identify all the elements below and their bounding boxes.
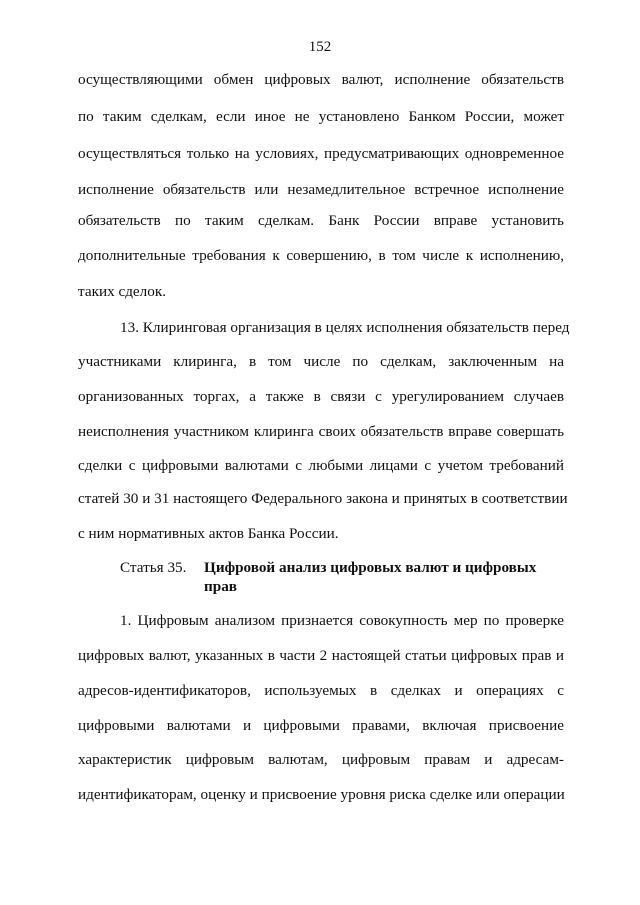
p2-line-3: организованных торгах, а также в связи с урегулированием случаев: [78, 388, 564, 405]
article-label: Статья 35.: [120, 559, 187, 576]
p2-line-5: сделки с цифровыми валютами с любыми лицами с учетом требований: [78, 457, 564, 474]
p2-line-4: неисполнения участником клиринга своих обязательств вправе совершать: [78, 423, 564, 440]
p1-line-2: по таким сделкам, если иное не установлено Банком России, может: [78, 108, 564, 125]
p1-line-6: дополнительные требования к совершению, в том числе к исполнению,: [78, 247, 564, 264]
p3-line-4: цифровыми валютами и цифровыми правами, включая присвоение: [78, 717, 564, 734]
article-title: Цифровой анализ цифровых валют и цифровых прав: [204, 559, 537, 595]
p2-line-1: 13. Клиринговая организация в целях исполнения обязательств перед: [120, 319, 570, 336]
p3-line-1: 1. Цифровым анализом признается совокупность мер по проверке: [120, 612, 564, 629]
p1-line-4: исполнение обязательств или незамедлительное встречное исполнение: [78, 181, 564, 198]
p3-line-2: цифровых валют, указанных в части 2 настоящей статьи цифровых прав и: [78, 647, 564, 664]
page-number: 152: [308, 39, 332, 55]
p1-line-7: таких сделок.: [78, 283, 167, 300]
p2-line-7: с ним нормативных актов Банка России.: [78, 525, 339, 542]
p3-line-6: идентификаторам, оценку и присвоение уровня риска сделке или операции: [78, 786, 565, 803]
p2-line-6: статей 30 и 31 настоящего Федерального закона и принятых в соответствии: [78, 490, 568, 507]
p2-line-2: участниками клиринга, в том числе по сделкам, заключенным на: [78, 353, 564, 370]
p3-line-5: характеристик цифровым валютам, цифровым правам и адресам-: [78, 751, 564, 768]
p1-line-3: осуществляться только на условиях, предусматривающих одновременное: [78, 145, 564, 162]
p1-line-1: осуществляющими обмен цифровых валют, исполнение обязательств: [78, 71, 564, 88]
p3-line-3: адресов-идентификаторов, используемых в сделках и операциях с: [78, 682, 564, 699]
p1-line-5: обязательств по таким сделкам. Банк России вправе установить: [78, 212, 564, 229]
